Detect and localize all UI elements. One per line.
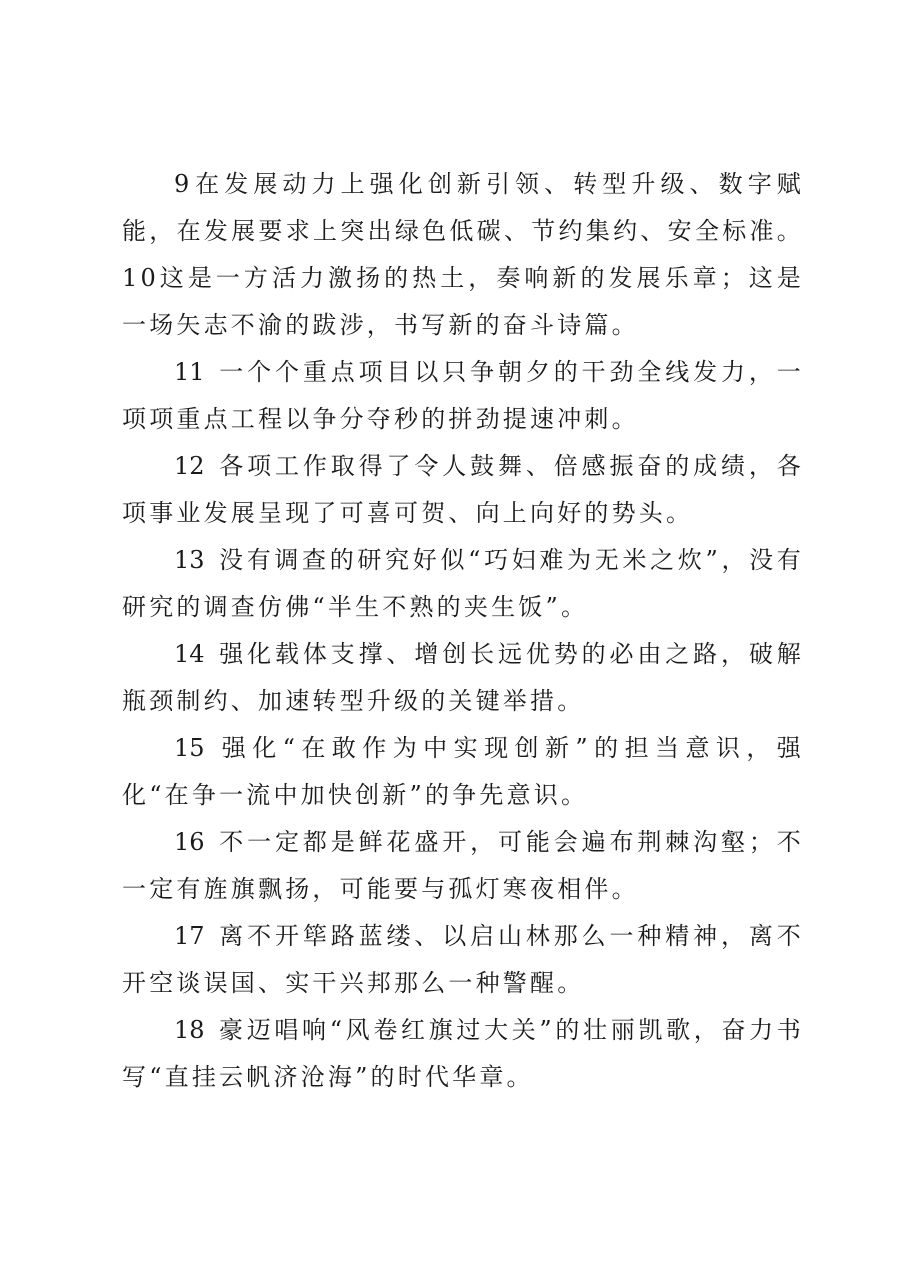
paragraph-18 [122, 1007, 804, 1101]
document-body [122, 161, 804, 1101]
paragraph-number: 12 [174, 452, 205, 480]
paragraph-12 [122, 443, 804, 537]
paragraph-text: 离不开筚路蓝缕、以启山林那么一种精神，离不开空谈误国、实干兴邦那么一种警醒。 [122, 922, 804, 997]
paragraph-number: 15 [174, 734, 205, 762]
paragraph-text: 豪迈唱响“风卷红旗过大关”的壮丽凯歌，奋力书写“直挂云帆济沧海”的时代华章。 [122, 1016, 804, 1091]
paragraph-text: 强化载体支撑、增创长远优势的必由之路，破解瓶颈制约、加速转型升级的关键举措。 [122, 640, 804, 715]
paragraph-17 [122, 913, 804, 1007]
paragraph-number: 9 [174, 170, 190, 198]
paragraph-15 [122, 725, 804, 819]
paragraph-text: 各项工作取得了令人鼓舞、倍感振奋的成绩，各项事业发展呈现了可喜可贺、向上向好的势头。 [122, 452, 804, 527]
paragraph-text: 一个个重点项目以只争朝夕的干劲全线发力，一项项重点工程以争分夺秒的拼劲提速冲刺。 [122, 358, 804, 433]
paragraph-text: 强化“在敢作为中实现创新”的担当意识，强化“在争一流中加快创新”的争先意识。 [122, 734, 804, 809]
paragraph-text: 不一定都是鲜花盛开，可能会遍布荆棘沟壑；不一定有旌旗飘扬，可能要与孤灯寒夜相伴。 [122, 828, 804, 903]
paragraph-number: 14 [174, 640, 205, 668]
paragraph-9 [122, 161, 804, 349]
paragraph-number: 17 [174, 922, 205, 950]
paragraph-14 [122, 631, 804, 725]
paragraph-text: 没有调查的研究好似“巧妇难为无米之炊”，没有研究的调查仿佛“半生不熟的夹生饭”。 [122, 546, 804, 621]
paragraph-number: 13 [174, 546, 205, 574]
paragraph-number: 16 [174, 828, 205, 856]
paragraph-16 [122, 819, 804, 913]
paragraph-number: 11 [174, 358, 205, 386]
paragraph-number: 18 [174, 1016, 205, 1044]
paragraph-11 [122, 349, 804, 443]
paragraph-13 [122, 537, 804, 631]
paragraph-text: 在发展动力上强化创新引领、转型升级、数字赋能，在发展要求上突出绿色低碳、节约集约、安全标准。10这是一方活力激扬的热土，奏响新的发展乐章；这是一场矢志不渝的跋涉，书写新的奋斗诗篇。 [122, 170, 804, 339]
